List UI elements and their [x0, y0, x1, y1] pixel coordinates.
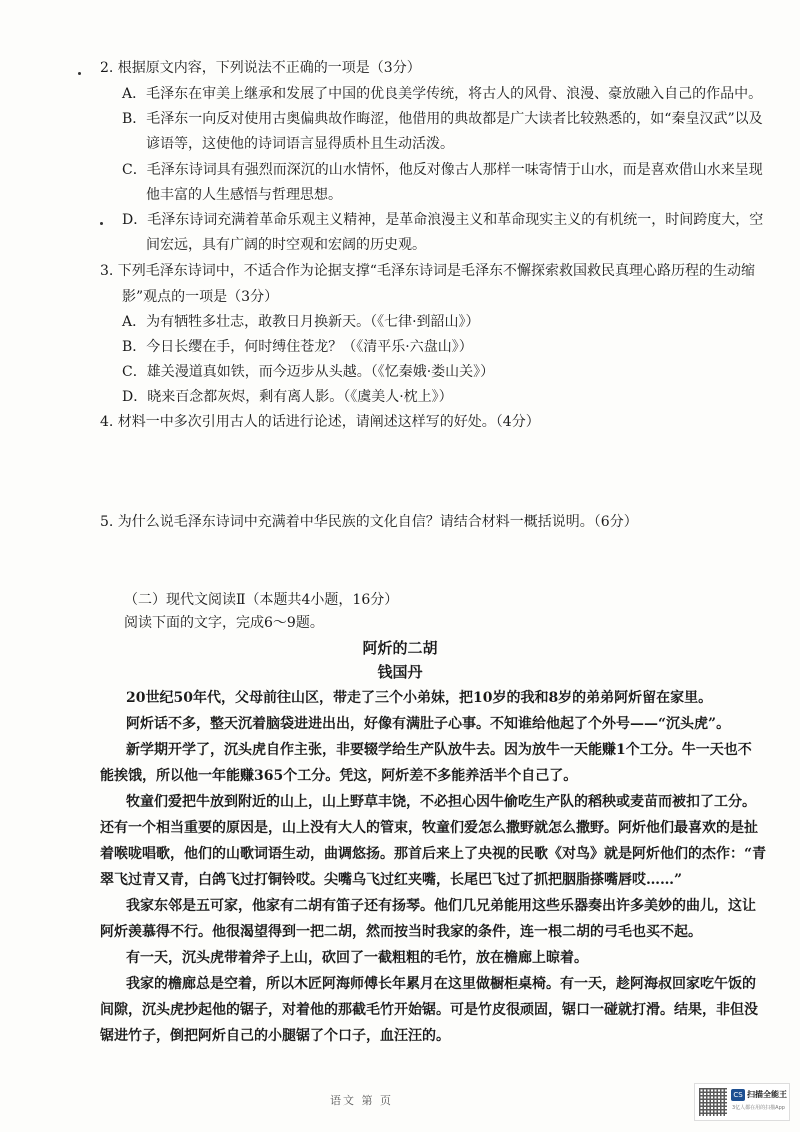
passage-line: 阿炘羡慕得不行。他很渴望得到一把二胡，然而按当时我家的条件，连一根二胡的弓毛也买不起。 [100, 924, 702, 940]
passage-line: 间隙，沉头虎抄起他的锯子，对着他的那截毛竹开始锯。可是竹皮很顽固，锯口一碰就打滑。结果，非但没 [100, 1002, 758, 1018]
q3-option-d: D．晓来百念都灰烬，剩有离人影。（《虞美人·枕上》） [122, 389, 453, 405]
section2-heading: （二）现代文阅读Ⅱ（本题共4小题，16分） [124, 592, 399, 608]
q3-stem-line2: 影”观点的一项是（3分） [122, 289, 279, 305]
scanner-watermark [694, 1083, 790, 1121]
passage-line: 有一天，沉头虎带着斧子上山，砍回了一截粗粗的毛竹，放在檐廊上晾着。 [126, 950, 588, 966]
scan-speck [100, 222, 103, 225]
q3-option-c: C．雄关漫道真如铁，而今迈步从头越。（《忆秦娥·娄山关》） [122, 364, 495, 380]
q2-option-d-line2: 间宏远，具有广阔的时空观和宏阔的历史观。 [146, 237, 426, 253]
q3-option-b: B．今日长缨在手，何时缚住苍龙？（《清平乐·六盘山》） [122, 339, 473, 355]
scanner-tagline: 3亿人都在用的扫描App [732, 1105, 785, 1111]
passage-line: 锯进竹子，倒把阿炘自己的小腿锯了个口子，血汪汪的。 [100, 1028, 450, 1044]
passage-line: 我家东邻是五可家，他家有二胡有笛子还有扬琴。他们几兄弟能用这些乐器奏出许多美妙的曲儿，这让 [126, 898, 756, 914]
q3-option-a: A．为有牺牲多壮志，敢教日月换新天。（《七律·到韶山》） [122, 314, 480, 330]
scanner-name: 扫描全能王 [747, 1090, 787, 1099]
q2-option-a: A．毛泽东在审美上继承和发展了中国的优良美学传统，将古人的风骨、浪漫、豪放融入自己的作品中。 [122, 86, 763, 102]
scan-speck [78, 72, 81, 75]
section2-instruction: 阅读下面的文字，完成6～9题。 [124, 615, 324, 631]
passage-line: 阿炘话不多，整天沉着脑袋进进出出，好像有满肚子心事。不知谁给他起了个外号——“沉头虎”。 [126, 716, 731, 732]
q4-stem: 4. 材料一中多次引用古人的话进行论述，请阐述这样写的好处。（4分） [100, 414, 540, 430]
q2-option-d-line1: D．毛泽东诗词充满着革命乐观主义精神，是革命浪漫主义和革命现实主义的有机统一，时间跨度大，空 [122, 212, 764, 228]
q5-stem: 5. 为什么说毛泽东诗词中充满着中华民族的文化自信？请结合材料一概括说明。（6分） [100, 514, 638, 530]
scanner-logo-icon: CS [731, 1089, 745, 1101]
passage-line: 新学期开学了，沉头虎自作主张，非要辍学给生产队放牛去。因为放牛一天能赚1个工分。牛一天也不 [126, 742, 752, 758]
passage-line: 我家的檐廊总是空着，所以木匠阿海师傅长年累月在这里做橱柜桌椅。有一天，趁阿海叔回家吃午饭的 [126, 976, 756, 992]
passage-line: 能挨饿，所以他一年能赚365个工分。凭这，阿炘差不多能养活半个自己了。 [100, 768, 578, 784]
q2-option-c-line2: 他丰富的人生感悟与哲理思想。 [146, 187, 342, 203]
passage-line: 还有一个相当重要的原因是，山上没有大人的管束，牧童们爱怎么撒野就怎么撒野。阿炘他们最喜欢的是扯 [100, 820, 758, 836]
q3-stem-line1: 3. 下列毛泽东诗词中，不适合作为论据支撑“毛泽东诗词是毛泽东不懈探索救国救民真理心路历程的生动缩 [100, 263, 755, 279]
q2-option-c-line1: C．毛泽东诗词具有强烈而深沉的山水情怀，他反对像古人那样一味寄情于山水，而是喜欢借山水来呈现 [122, 162, 763, 178]
passage-title: 阿炘的二胡 [362, 639, 438, 657]
page-number-mark: 语文 第 页 [330, 1094, 393, 1107]
qr-code-icon [699, 1088, 727, 1116]
q2-stem: 2. 根据原文内容，下列说法不正确的一项是（3分） [100, 60, 421, 76]
passage-line: 翠飞过青又青，白鸽飞过打铜铃哎。尖嘴乌飞过红夹嘴，长尾巴飞过了抓把胭脂搽嘴唇哎……” [100, 872, 683, 888]
q2-option-b-line2: 谚语等，这使他的诗词语言显得质朴且生动活泼。 [146, 136, 454, 152]
passage-line: 着喉咙唱歌，他们的山歌词语生动，曲调悠扬。那首后来上了央视的民歌《对鸟》就是阿炘他们的杰作：“青 [100, 846, 767, 862]
q2-option-b-line1: B．毛泽东一向反对使用古奥偏典故作晦涩，他借用的典故都是广大读者比较熟悉的，如“秦皇汉武”以及 [122, 111, 763, 127]
passage-author: 钱国丹 [377, 663, 423, 681]
passage-line: 20世纪50年代，父母前往山区，带走了三个小弟妹，把10岁的我和8岁的弟弟阿炘留在家里。 [126, 690, 713, 706]
passage-line: 牧童们爱把牛放到附近的山上，山上野草丰饶，不必担心因牛偷吃生产队的稻秧或麦苗而被扣了工分。 [126, 794, 756, 810]
